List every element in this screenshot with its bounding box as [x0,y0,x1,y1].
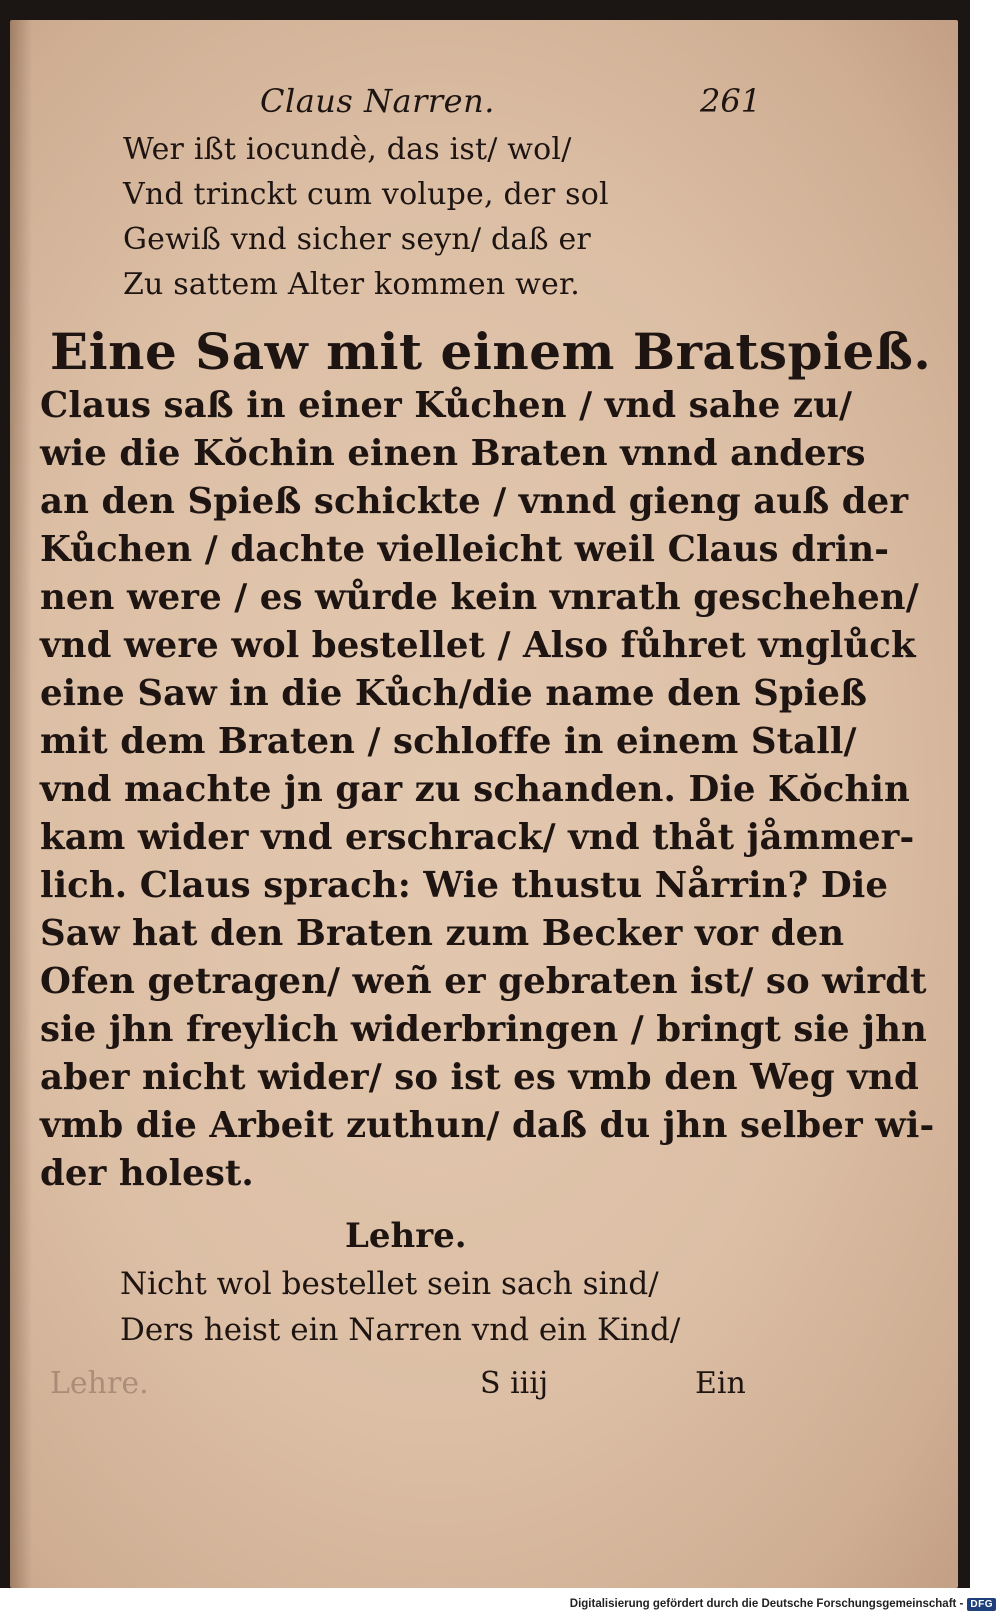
dfg-logo: DFG [967,1598,996,1611]
body-line: Ofen getragen/ weñ er gebraten ist/ so wirdt [40,961,927,1002]
body-line: vnd were wol bestellet / Also fůhret vnglůck [40,625,916,666]
running-head: Claus Narren. [260,82,495,120]
lehre-line: Ders heist ein Narren vnd ein Kind/ [120,1312,681,1348]
section-heading: Eine Saw mit einem Bratspieß. [50,322,932,381]
page-gutter-shadow [10,20,32,1588]
body-line: vnd machte jn gar zu schanden. Die Kŏchin [40,769,910,810]
book-page [10,20,958,1588]
body-line: vmb die Arbeit zuthun/ daß du jhn selber wi- [40,1105,935,1146]
body-line: Saw hat den Braten zum Becker vor den [40,913,845,954]
verse-line: Zu sattem Alter kommen wer. [123,267,580,302]
page-number: 261 [700,82,762,120]
bleed-through-text: Lehre. [50,1366,149,1401]
lehre-heading: Lehre. [345,1216,467,1256]
catchword: Ein [695,1366,746,1401]
body-line: sie jhn freylich widerbringen / bringt sie jhn [40,1009,927,1050]
digitization-credit [570,1593,996,1615]
body-line: eine Saw in die Kůch/die name den Spieß [40,673,868,714]
verse-line: Vnd trinckt cum volupe, der sol [123,177,609,212]
body-line: mit dem Braten / schloffe in einem Stall/ [40,721,857,762]
body-line: lich. Claus sprach: Wie thustu Nårrin? Die [40,865,889,906]
body-line: kam wider vnd erschrack/ vnd thåt jåmmer- [40,817,915,858]
signature-mark: S iiij [480,1366,549,1401]
body-line: Claus saß in einer Kůchen / vnd sahe zu/ [40,385,853,426]
verse-line: Wer ißt iocundè, das ist/ wol/ [123,132,572,167]
verse-line: Gewiß vnd sicher seyn/ daß er [123,222,591,257]
body-line: aber nicht wider/ so ist es vmb den Weg vnd [40,1057,919,1098]
lehre-line: Nicht wol bestellet sein sach sind/ [120,1266,659,1302]
body-line: an den Spieß schickte / vnnd gieng auß der [40,481,909,522]
body-line: Kůchen / dachte vielleicht weil Claus drin- [40,529,890,570]
body-line: der holest. [40,1153,254,1194]
body-line: wie die Kŏchin einen Braten vnnd anders [40,433,866,474]
credit-text: Digitalisierung gefördert durch die Deutsche Forschungsgemeinschaft - [569,1598,964,1610]
body-line: nen were / es wůrde kein vnrath geschehen/ [40,577,919,618]
